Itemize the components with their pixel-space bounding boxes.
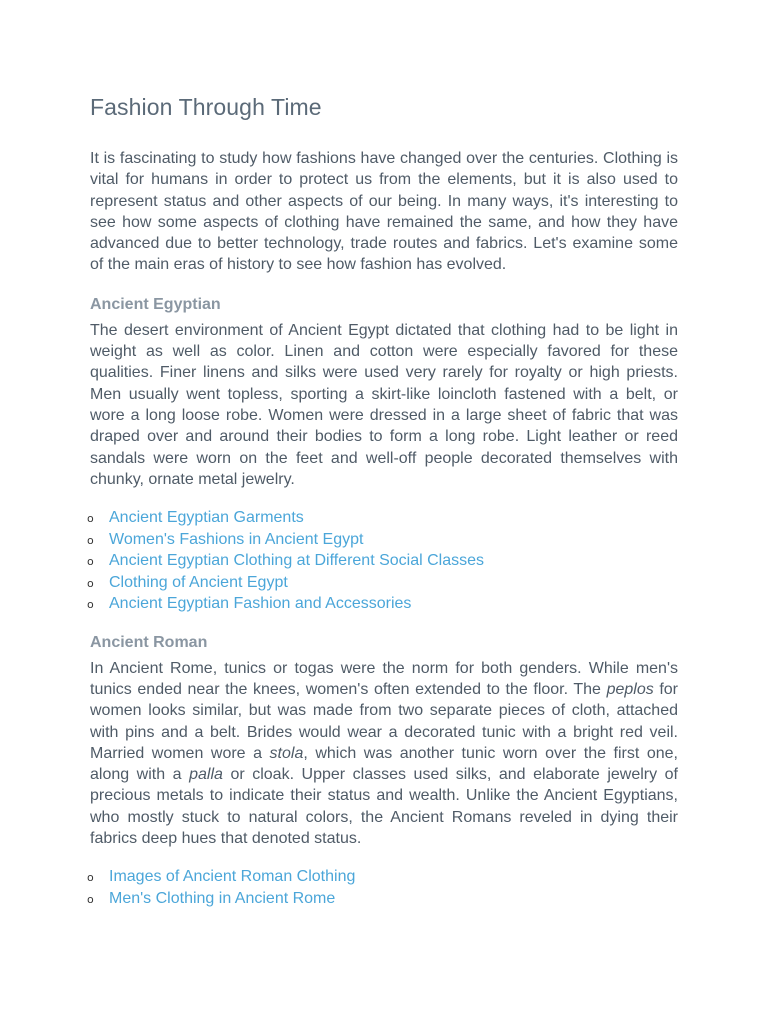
- section-heading-egyptian: Ancient Egyptian: [90, 295, 221, 313]
- link-womens-fashions-egypt[interactable]: Women's Fashions in Ancient Egypt: [109, 530, 364, 548]
- section-heading-roman: Ancient Roman: [90, 633, 208, 651]
- list-item: [87, 529, 678, 551]
- bullet-icon: o: [87, 892, 94, 906]
- bullet-icon: o: [87, 533, 94, 547]
- egyptian-links-list: [87, 507, 678, 615]
- bullet-icon: o: [87, 871, 94, 885]
- link-images-roman-clothing[interactable]: Images of Ancient Roman Clothing: [109, 868, 356, 886]
- list-item: [87, 888, 678, 910]
- bullet-icon: o: [87, 576, 94, 590]
- roman-text-3: , which was another tunic worn over the first one, along with a: [90, 744, 679, 784]
- link-egyptian-fashion-accessories[interactable]: Ancient Egyptian Fashion and Accessories: [109, 595, 412, 613]
- roman-text-4: or cloak. Upper classes used silks, and elaborate jewelry of precious metals to indicate their status and wealth. Unlike the Ancient Egyptians, who mostly stuck to natural colors, the Ancient Romans reveled in dying their fabrics deep hues that denoted status.: [90, 766, 679, 848]
- link-egyptian-clothing-social-classes[interactable]: Ancient Egyptian Clothing at Different Social Classes: [109, 552, 485, 570]
- egyptian-paragraph: The desert environment of Ancient Egypt dictated that clothing had to be light in weight as well as color. Linen and cotton were especially favored for these qualities. Finer linens and silks were used very rarely for royalty or high priests. Men usually went topless, sporting a skirt-like loincloth fastened with a belt, or wore a long loose robe. Women were dressed in a large sheet of fabric that was draped over and around their bodies to form a long robe. Light leather or reed sandals were worn on the feet and well-off people decorated themselves with chunky, ornate metal jewelry.: [90, 321, 678, 488]
- document-page: [87, 92, 679, 909]
- list-item: [87, 507, 678, 529]
- list-item: [87, 550, 678, 572]
- roman-text-1: In Ancient Rome, tunics or togas were the norm for both genders. While men's tunics ended near the knees, women's often extended to the floor. The: [90, 659, 678, 698]
- link-mens-clothing-rome[interactable]: Men's Clothing in Ancient Rome: [109, 889, 336, 907]
- roman-term-peplos: peplos: [606, 680, 654, 698]
- page-title: Fashion Through Time: [90, 94, 322, 120]
- roman-text-2: for women looks similar, but was made from two separate pieces of cloth, attached with pins and a belt. Brides would wear a decorated tunic with a bright red veil. Married women wore a: [90, 680, 678, 762]
- link-clothing-of-ancient-egypt[interactable]: Clothing of Ancient Egypt: [109, 573, 288, 591]
- bullet-icon: o: [87, 598, 94, 612]
- bullet-icon: o: [87, 555, 94, 569]
- list-item: [87, 593, 678, 615]
- roman-term-palla: palla: [189, 766, 223, 784]
- roman-links-list: [87, 866, 678, 909]
- intro-paragraph: It is fascinating to study how fashions have changed over the centuries. Clothing is vital for humans in order to protect us from the elements, but it is also used to represent status and other aspects of our being. In many ways, it's interesting to see how some aspects of clothing have remained the same, and how they have advanced due to better technology, trade routes and fabrics. Let's examine some of the main eras of history to see how fashion has evolved.: [90, 150, 678, 274]
- bullet-icon: o: [87, 512, 94, 526]
- roman-term-stola: stola: [269, 744, 304, 762]
- list-item: [87, 572, 678, 594]
- roman-paragraph: [90, 658, 678, 850]
- link-ancient-egyptian-garments[interactable]: Ancient Egyptian Garments: [109, 509, 304, 527]
- list-item: [87, 866, 678, 888]
